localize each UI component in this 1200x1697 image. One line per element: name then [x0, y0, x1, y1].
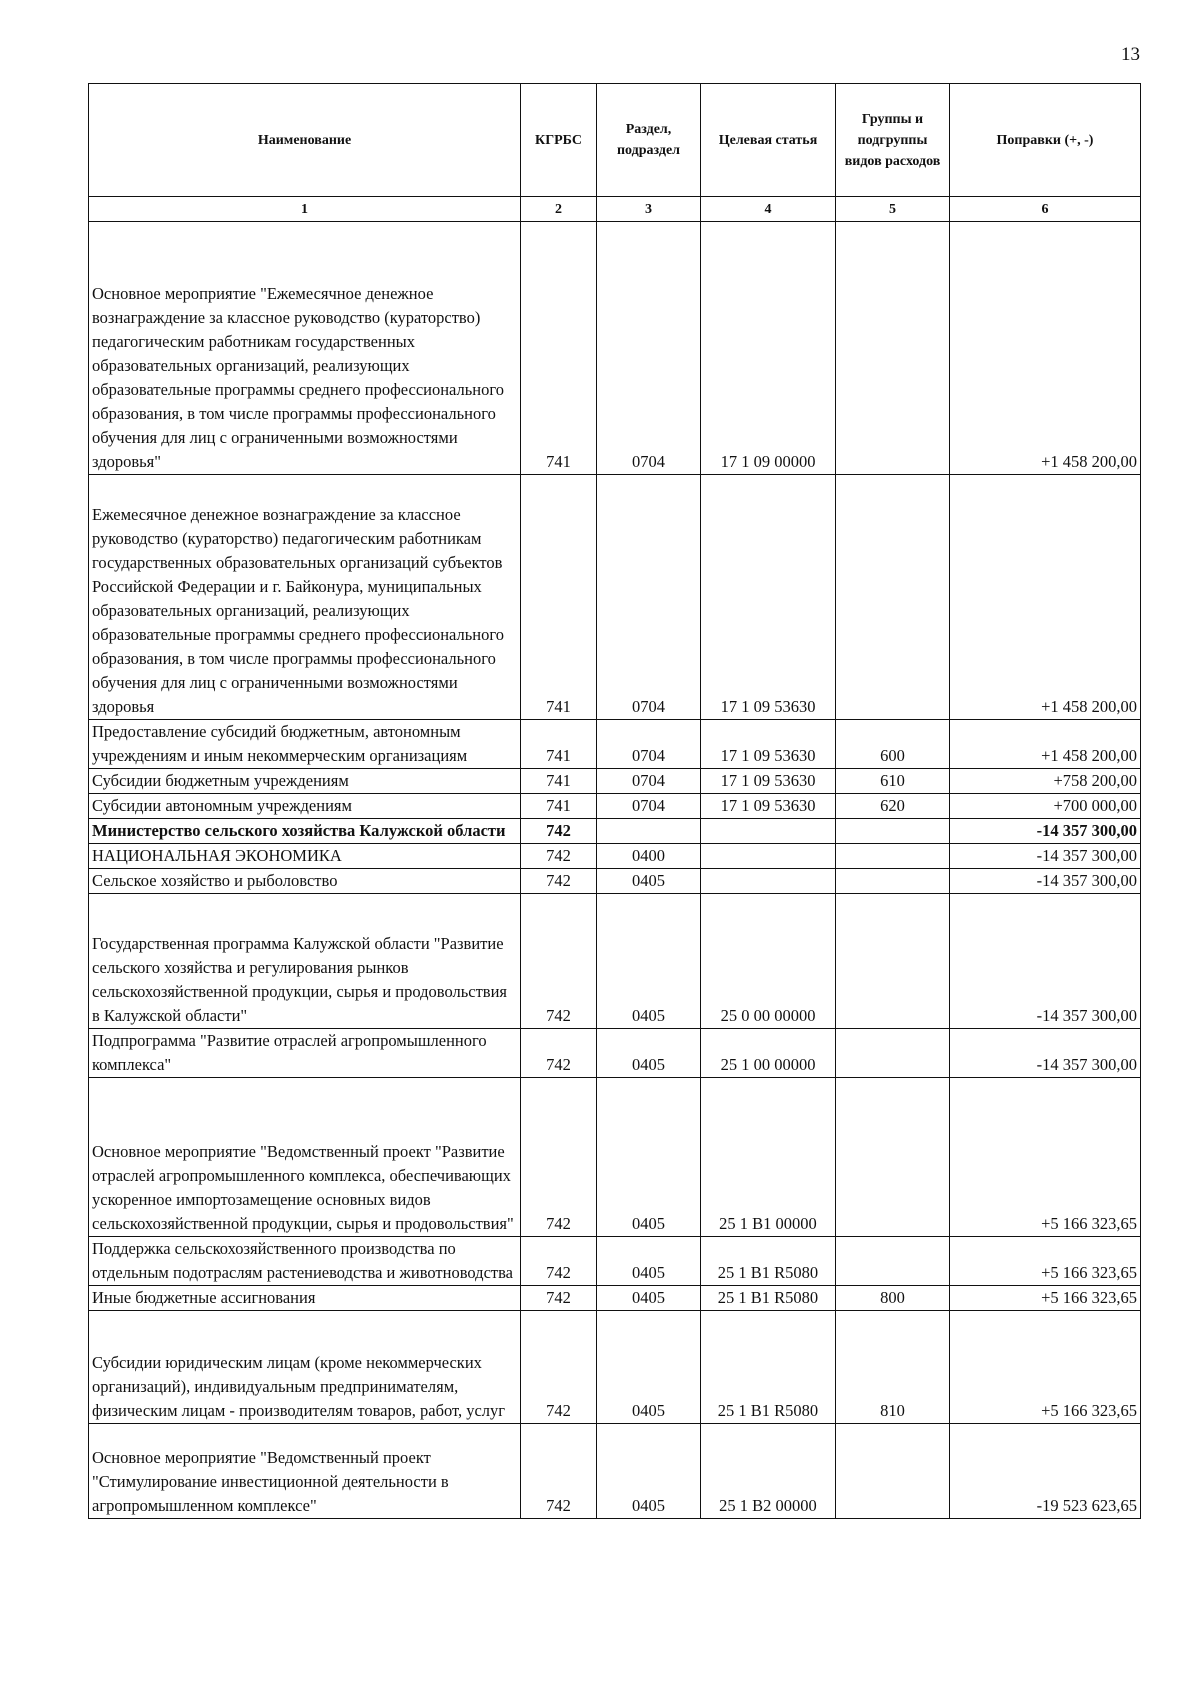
- row-target-article: 17 1 09 53630: [701, 769, 836, 794]
- row-amendment-amount: +700 000,00: [950, 794, 1141, 819]
- row-target-article: 25 1 В1 R5080: [701, 1237, 836, 1286]
- table-row: [89, 1029, 1141, 1078]
- row-target-article: 17 1 09 53630: [701, 475, 836, 720]
- row-expense-group: 620: [836, 794, 950, 819]
- row-kgrbs: 742: [521, 1029, 597, 1078]
- row-target-article: 25 1 00 00000: [701, 1029, 836, 1078]
- row-section: 0405: [597, 894, 701, 1029]
- table-row: [89, 769, 1141, 794]
- row-kgrbs: 741: [521, 794, 597, 819]
- row-amendment-amount: +1 458 200,00: [950, 475, 1141, 720]
- row-expense-group: [836, 869, 950, 894]
- row-name: Основное мероприятие "Ежемесячное денежное вознаграждение за классное руководство (кураторство) педагогическим работникам государственных образовательных организаций, реализующих образовательные программы среднего профессионального образования, в том числе программы профессионального обучения для лиц с ограниченными возможностями здоровья": [89, 222, 521, 475]
- row-kgrbs: 741: [521, 769, 597, 794]
- column-number: 1: [89, 197, 521, 222]
- row-expense-group: [836, 1424, 950, 1519]
- row-amendment-amount: +5 166 323,65: [950, 1078, 1141, 1237]
- row-target-article: 17 1 09 00000: [701, 222, 836, 475]
- row-target-article: 25 1 В1 R5080: [701, 1286, 836, 1311]
- row-expense-group: [836, 1237, 950, 1286]
- column-number: 6: [950, 197, 1141, 222]
- row-kgrbs: 742: [521, 1311, 597, 1424]
- table-row: [89, 1237, 1141, 1286]
- table-row: [89, 720, 1141, 769]
- row-name: НАЦИОНАЛЬНАЯ ЭКОНОМИКА: [89, 844, 521, 869]
- row-name: Субсидии юридическим лицам (кроме некоммерческих организаций), индивидуальным предпринимателям, физическим лицам - производителям товаров, работ, услуг: [89, 1311, 521, 1424]
- row-section: 0704: [597, 475, 701, 720]
- table-row: [89, 475, 1141, 720]
- row-amendment-amount: +5 166 323,65: [950, 1237, 1141, 1286]
- column-number-row: [89, 197, 1141, 222]
- row-kgrbs: 742: [521, 869, 597, 894]
- row-expense-group: [836, 1078, 950, 1237]
- row-name: Иные бюджетные ассигнования: [89, 1286, 521, 1311]
- table-row: [89, 1078, 1141, 1237]
- row-name: Сельское хозяйство и рыболовство: [89, 869, 521, 894]
- row-name: Субсидии автономным учреждениям: [89, 794, 521, 819]
- row-section: 0704: [597, 720, 701, 769]
- row-name: Ежемесячное денежное вознаграждение за классное руководство (кураторство) педагогическим работникам государственных образовательных организаций субъектов Российской Федерации и г. Байконура, муниципальных образовательных организаций, реализующих образовательные программы среднего профессионального образования, в том числе программы профессионального обучения для лиц с ограниченными возможностями здоровья: [89, 475, 521, 720]
- row-kgrbs: 742: [521, 844, 597, 869]
- row-section: 0405: [597, 1424, 701, 1519]
- row-kgrbs: 741: [521, 720, 597, 769]
- column-header-target: Целевая статья: [701, 84, 836, 197]
- row-name: Основное мероприятие "Ведомственный проект "Стимулирование инвестиционной деятельности в агропромышленном комплексе": [89, 1424, 521, 1519]
- column-header-name: Наименование: [89, 84, 521, 197]
- row-expense-group: [836, 819, 950, 844]
- row-section: 0405: [597, 1311, 701, 1424]
- row-name: Подпрограмма "Развитие отраслей агропромышленного комплекса": [89, 1029, 521, 1078]
- row-section: 0704: [597, 222, 701, 475]
- table-row: [89, 1286, 1141, 1311]
- row-kgrbs: 742: [521, 819, 597, 844]
- row-expense-group: [836, 222, 950, 475]
- row-amendment-amount: +1 458 200,00: [950, 222, 1141, 475]
- column-number: 5: [836, 197, 950, 222]
- row-name: Государственная программа Калужской области "Развитие сельского хозяйства и регулирования рынков сельскохозяйственной продукции, сырья и продовольствия в Калужской области": [89, 894, 521, 1029]
- column-number: 3: [597, 197, 701, 222]
- row-amendment-amount: +5 166 323,65: [950, 1286, 1141, 1311]
- row-amendment-amount: -14 357 300,00: [950, 869, 1141, 894]
- column-header-section: Раздел, подраздел: [597, 84, 701, 197]
- table-row: [89, 222, 1141, 475]
- row-expense-group: 810: [836, 1311, 950, 1424]
- row-section: 0405: [597, 1078, 701, 1237]
- row-target-article: [701, 844, 836, 869]
- row-amendment-amount: -14 357 300,00: [950, 844, 1141, 869]
- row-expense-group: [836, 894, 950, 1029]
- row-target-article: [701, 819, 836, 844]
- row-expense-group: [836, 475, 950, 720]
- row-expense-group: [836, 1029, 950, 1078]
- row-kgrbs: 742: [521, 1424, 597, 1519]
- table-row: [89, 819, 1141, 844]
- row-name: Основное мероприятие "Ведомственный проект "Развитие отраслей агропромышленного комплекса, обеспечивающих ускоренное импортозамещение основных видов сельскохозяйственной продукции, сырья и продовольствия": [89, 1078, 521, 1237]
- row-amendment-amount: +5 166 323,65: [950, 1311, 1141, 1424]
- table-row: [89, 794, 1141, 819]
- column-header-kgrbs: КГРБС: [521, 84, 597, 197]
- table-row: [89, 1311, 1141, 1424]
- row-kgrbs: 742: [521, 1078, 597, 1237]
- row-name: Поддержка сельскохозяйственного производства по отдельным подотраслям растениеводства и животноводства: [89, 1237, 521, 1286]
- row-kgrbs: 741: [521, 222, 597, 475]
- row-amendment-amount: +758 200,00: [950, 769, 1141, 794]
- row-expense-group: 610: [836, 769, 950, 794]
- column-header-amendments: Поправки (+, -): [950, 84, 1141, 197]
- budget-amendments-table: [88, 83, 1141, 1519]
- row-section: 0400: [597, 844, 701, 869]
- row-name: Предоставление субсидий бюджетным, автономным учреждениям и иным некоммерческим организациям: [89, 720, 521, 769]
- table-row: [89, 894, 1141, 1029]
- row-amendment-amount: -14 357 300,00: [950, 819, 1141, 844]
- table-row: [89, 1424, 1141, 1519]
- column-number: 4: [701, 197, 836, 222]
- row-target-article: [701, 869, 836, 894]
- row-target-article: 17 1 09 53630: [701, 794, 836, 819]
- column-header-groups: Группы и подгруппы видов расходов: [836, 84, 950, 197]
- row-name: Субсидии бюджетным учреждениям: [89, 769, 521, 794]
- row-expense-group: 600: [836, 720, 950, 769]
- table-row: [89, 844, 1141, 869]
- table-row: [89, 869, 1141, 894]
- row-kgrbs: 742: [521, 1286, 597, 1311]
- row-target-article: 25 1 В1 R5080: [701, 1311, 836, 1424]
- row-name: Министерство сельского хозяйства Калужской области: [89, 819, 521, 844]
- row-section: [597, 819, 701, 844]
- row-target-article: 25 1 В2 00000: [701, 1424, 836, 1519]
- row-kgrbs: 742: [521, 894, 597, 1029]
- row-kgrbs: 742: [521, 1237, 597, 1286]
- row-amendment-amount: -14 357 300,00: [950, 1029, 1141, 1078]
- row-amendment-amount: -14 357 300,00: [950, 894, 1141, 1029]
- row-section: 0405: [597, 1237, 701, 1286]
- row-kgrbs: 741: [521, 475, 597, 720]
- row-section: 0704: [597, 769, 701, 794]
- row-amendment-amount: +1 458 200,00: [950, 720, 1141, 769]
- row-amendment-amount: -19 523 623,65: [950, 1424, 1141, 1519]
- row-section: 0405: [597, 869, 701, 894]
- row-target-article: 25 1 В1 00000: [701, 1078, 836, 1237]
- row-expense-group: [836, 844, 950, 869]
- row-section: 0405: [597, 1029, 701, 1078]
- column-number: 2: [521, 197, 597, 222]
- row-section: 0405: [597, 1286, 701, 1311]
- row-expense-group: 800: [836, 1286, 950, 1311]
- row-target-article: 17 1 09 53630: [701, 720, 836, 769]
- row-section: 0704: [597, 794, 701, 819]
- row-target-article: 25 0 00 00000: [701, 894, 836, 1029]
- table-header-row: [89, 84, 1141, 197]
- page-number: 13: [1121, 44, 1140, 65]
